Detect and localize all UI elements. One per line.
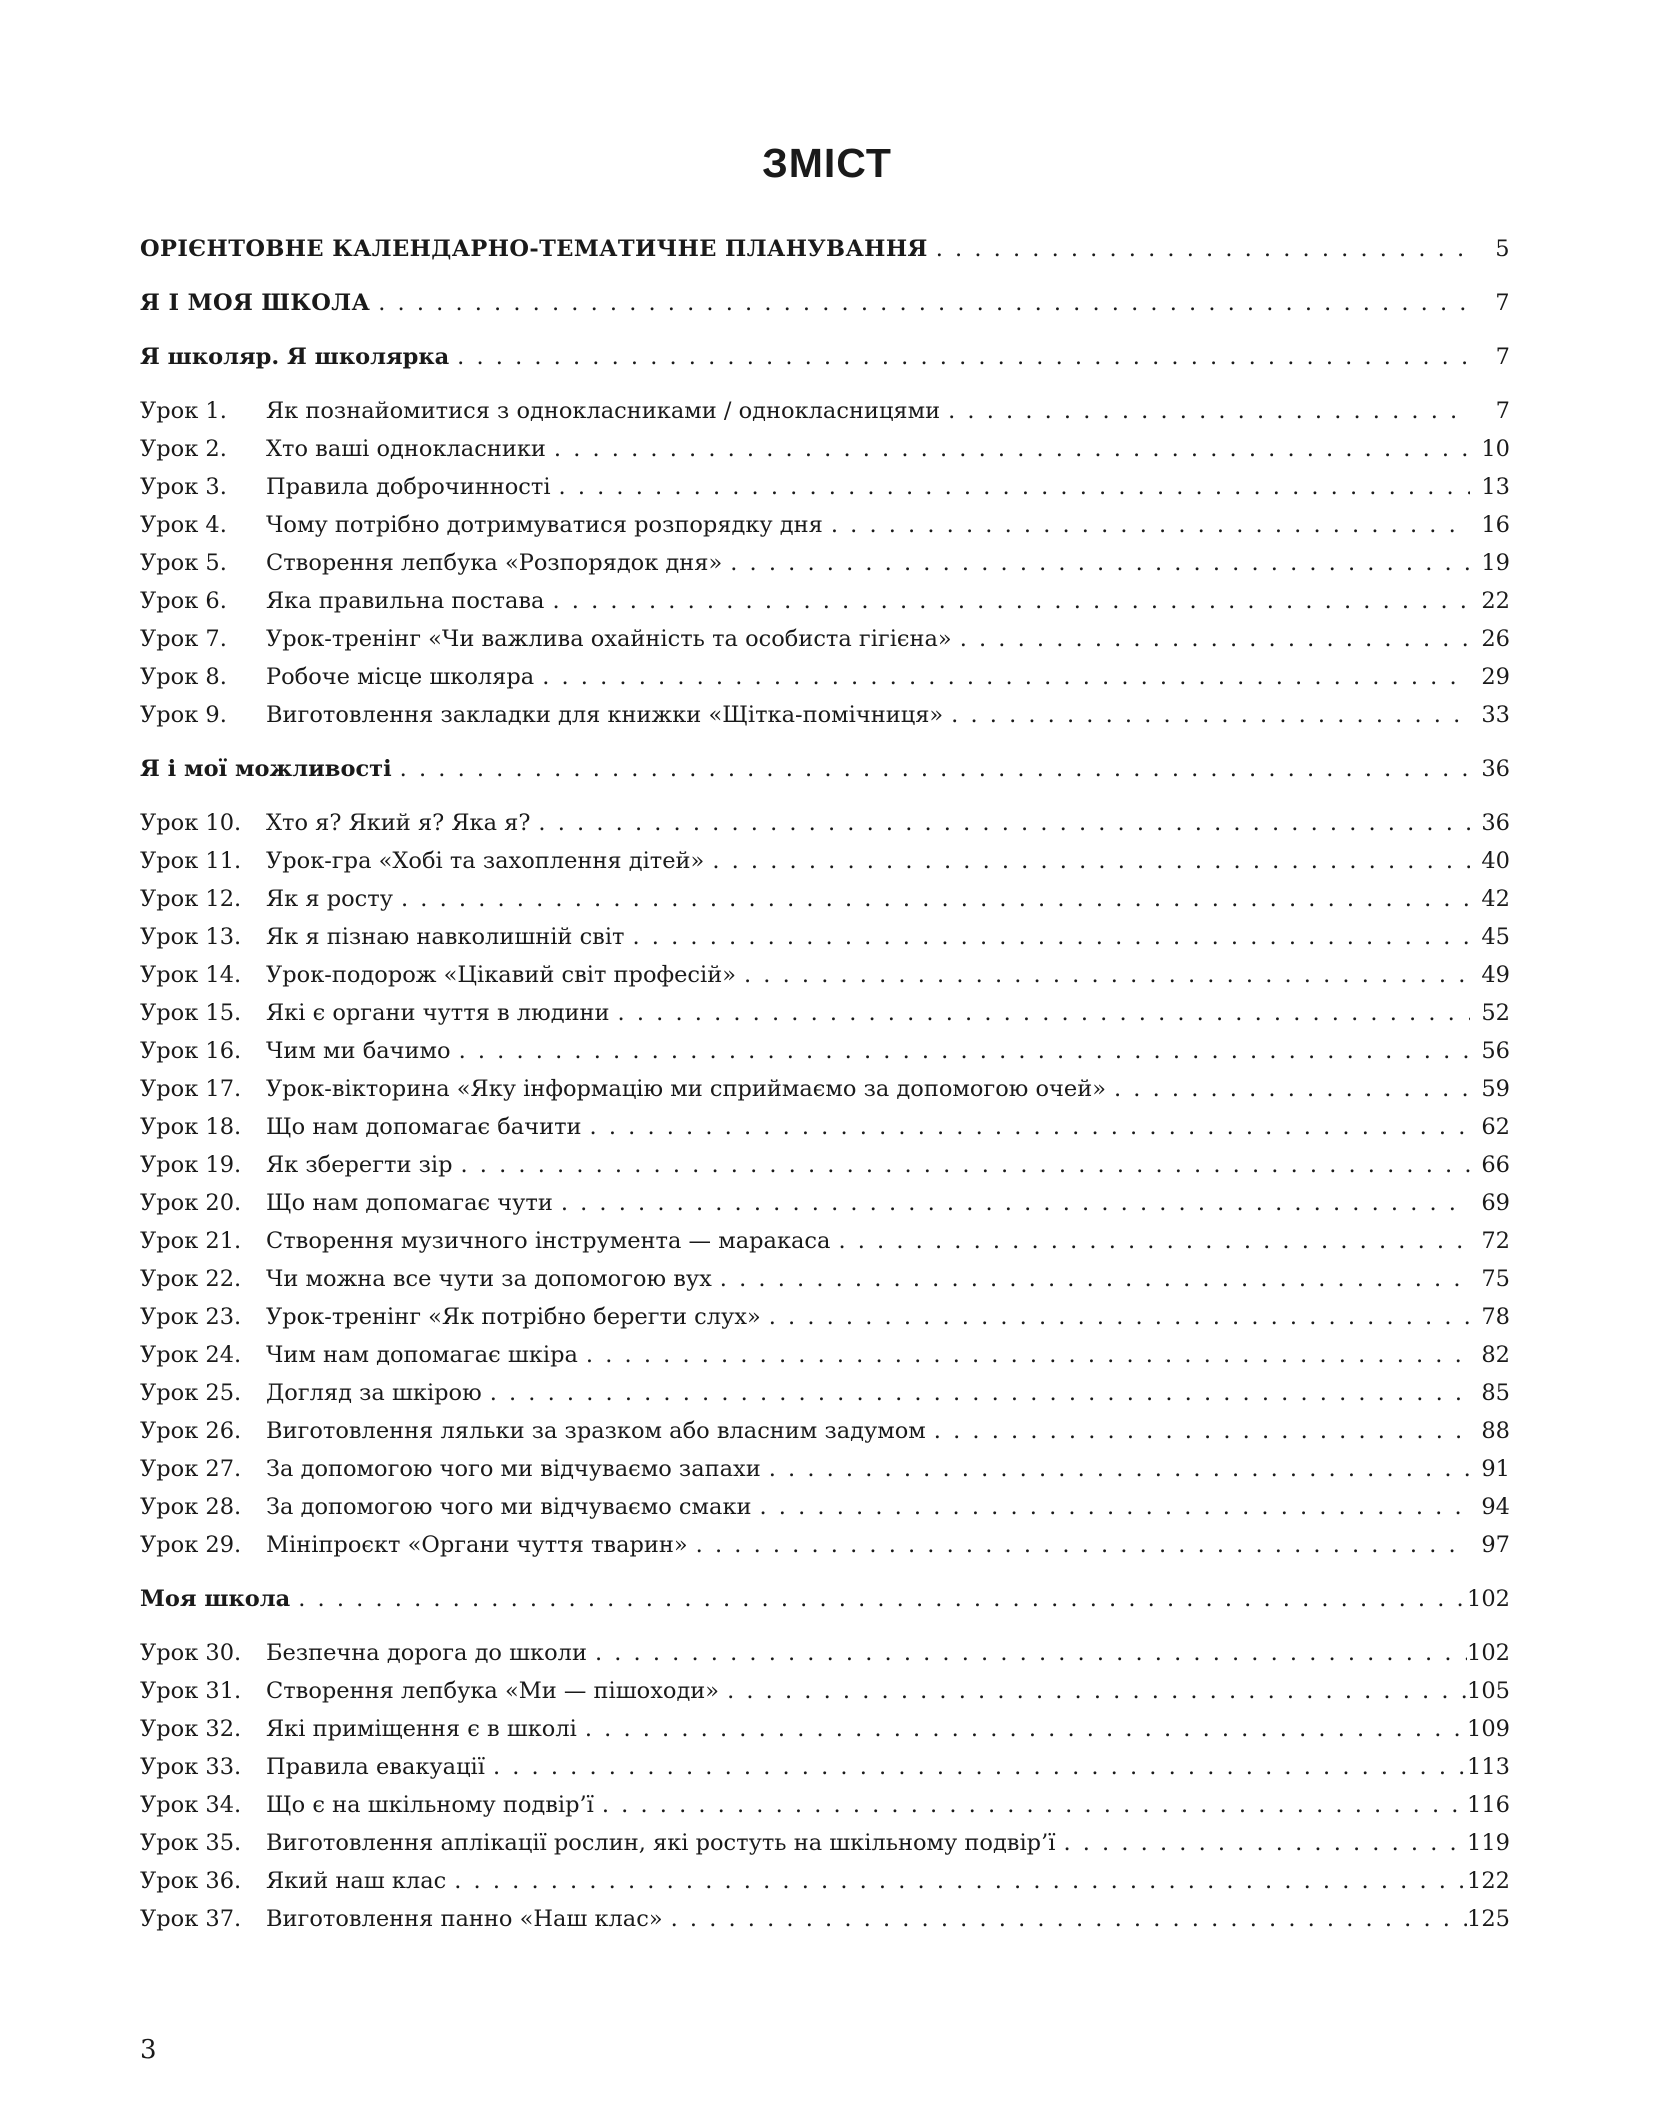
dot-leader — [940, 392, 1470, 430]
entry-page-number: 109 — [1467, 1716, 1510, 1742]
toc-lesson-entry[interactable] — [140, 1786, 1510, 1824]
entry-page-number: 62 — [1481, 1114, 1510, 1140]
toc-lesson-entry[interactable] — [140, 1710, 1510, 1748]
entry-title: Мініпроєкт «Органи чуття тварин» — [266, 1532, 688, 1558]
entry-page-number: 7 — [1495, 290, 1510, 316]
entry-page-number: 105 — [1467, 1678, 1510, 1704]
entry-title: ОРІЄНТОВНЕ КАЛЕНДАРНО-ТЕМАТИЧНЕ ПЛАНУВАННЯ — [140, 236, 928, 262]
entry-title: Я і мої можливості — [140, 756, 392, 782]
entry-page-number: 125 — [1467, 1906, 1510, 1932]
dot-leader — [553, 1184, 1470, 1222]
entry-page-number: 69 — [1481, 1190, 1510, 1216]
lesson-number: Урок 24. — [140, 1342, 242, 1368]
entry-title: Правила евакуації — [266, 1754, 485, 1780]
lesson-number: Урок 18. — [140, 1114, 242, 1140]
entry-page-number: 113 — [1467, 1754, 1510, 1780]
dot-leader — [449, 338, 1470, 376]
lesson-number: Урок 4. — [140, 512, 227, 538]
dot-leader — [587, 1634, 1467, 1672]
dot-leader — [544, 582, 1470, 620]
lesson-number: Урок 17. — [140, 1076, 242, 1102]
dot-leader — [926, 1412, 1470, 1450]
entry-page-number: 59 — [1481, 1076, 1510, 1102]
entry-title: Який наш клас — [266, 1868, 447, 1894]
dot-leader — [534, 658, 1470, 696]
entry-page-number: 78 — [1481, 1304, 1510, 1330]
entry-title: Створення музичного інструмента — маракаса — [266, 1228, 831, 1254]
toc-lesson-entry[interactable] — [140, 1222, 1510, 1260]
entry-title: Виготовлення закладки для книжки «Щітка-помічниця» — [266, 702, 944, 728]
lesson-number: Урок 35. — [140, 1830, 242, 1856]
toc-lesson-entry[interactable] — [140, 1412, 1510, 1450]
entry-title: Як я пізнаю навколишній світ — [266, 924, 625, 950]
toc-subsection-entry[interactable] — [140, 338, 1510, 376]
toc-lesson-entry[interactable] — [140, 1260, 1510, 1298]
lesson-number: Урок 3. — [140, 474, 227, 500]
toc-lesson-entry[interactable] — [140, 696, 1510, 734]
dot-leader — [578, 1336, 1470, 1374]
lesson-number: Урок 34. — [140, 1792, 242, 1818]
dot-leader — [823, 506, 1470, 544]
toc-section-entry[interactable] — [140, 230, 1510, 268]
toc-lesson-entry[interactable] — [140, 1748, 1510, 1786]
toc-lesson-entry[interactable] — [140, 506, 1510, 544]
entry-title: Моя школа — [140, 1586, 291, 1612]
toc-section-entry[interactable] — [140, 284, 1510, 322]
toc-lesson-entry[interactable] — [140, 430, 1510, 468]
entry-page-number: 66 — [1481, 1152, 1510, 1178]
lesson-number: Урок 25. — [140, 1380, 242, 1406]
dot-leader — [1106, 1070, 1470, 1108]
dot-leader — [761, 1298, 1470, 1336]
entry-title: Що нам допомагає бачити — [266, 1114, 582, 1140]
entry-page-number: 33 — [1481, 702, 1510, 728]
lesson-number: Урок 5. — [140, 550, 227, 576]
toc-subsection-entry[interactable] — [140, 1580, 1510, 1618]
toc-lesson-entry[interactable] — [140, 392, 1510, 430]
lesson-number: Урок 23. — [140, 1304, 242, 1330]
entry-title: Створення лепбука «Розпорядок дня» — [266, 550, 723, 576]
entry-page-number: 36 — [1481, 810, 1510, 836]
lesson-number: Урок 10. — [140, 810, 242, 836]
dot-leader — [663, 1900, 1467, 1938]
entry-page-number: 97 — [1481, 1532, 1510, 1558]
entry-title: Що є на шкільному подвір’ї — [266, 1792, 594, 1818]
entry-page-number: 91 — [1481, 1456, 1510, 1482]
dot-leader — [719, 1672, 1467, 1710]
lesson-number: Урок 19. — [140, 1152, 242, 1178]
entry-page-number: 94 — [1481, 1494, 1510, 1520]
toc-lesson-entry[interactable] — [140, 1824, 1510, 1862]
entry-page-number: 19 — [1481, 550, 1510, 576]
toc-lesson-entry[interactable] — [140, 1862, 1510, 1900]
entry-page-number: 102 — [1467, 1586, 1510, 1612]
toc-lesson-entry[interactable] — [140, 658, 1510, 696]
entry-title: Чи можна все чути за допомогою вух — [266, 1266, 712, 1292]
dot-leader — [1055, 1824, 1467, 1862]
lesson-number: Урок 11. — [140, 848, 242, 874]
toc-lesson-entry[interactable] — [140, 956, 1510, 994]
toc-lesson-entry[interactable] — [140, 1108, 1510, 1146]
entry-page-number: 22 — [1481, 588, 1510, 614]
entry-title: Я школяр. Я школярка — [140, 344, 450, 370]
dot-leader — [952, 620, 1470, 658]
toc-lesson-entry[interactable] — [140, 918, 1510, 956]
entry-title: Чим нам допомагає шкіра — [266, 1342, 578, 1368]
entry-title: Як познайомитися з однокласниками / однокласницями — [266, 398, 941, 424]
entry-page-number: 36 — [1481, 756, 1510, 782]
entry-title: Які приміщення є в школі — [266, 1716, 577, 1742]
toc-lesson-entry[interactable] — [140, 1526, 1510, 1564]
lesson-number: Урок 7. — [140, 626, 227, 652]
toc-lesson-entry[interactable] — [140, 994, 1510, 1032]
dot-leader — [482, 1374, 1470, 1412]
dot-leader — [761, 1450, 1470, 1488]
lesson-number: Урок 31. — [140, 1678, 242, 1704]
entry-page-number: 7 — [1495, 344, 1510, 370]
lesson-number: Урок 15. — [140, 1000, 242, 1026]
dot-leader — [625, 918, 1471, 956]
entry-page-number: 72 — [1481, 1228, 1510, 1254]
dot-leader — [704, 842, 1470, 880]
lesson-number: Урок 36. — [140, 1868, 242, 1894]
entry-page-number: 88 — [1481, 1418, 1510, 1444]
entry-title: Виготовлення ляльки за зразком або власним задумом — [266, 1418, 926, 1444]
lesson-number: Урок 14. — [140, 962, 242, 988]
dot-leader — [752, 1488, 1471, 1526]
entry-page-number: 122 — [1467, 1868, 1510, 1894]
dot-leader — [446, 1862, 1467, 1900]
dot-leader — [451, 1032, 1470, 1070]
entry-page-number: 49 — [1481, 962, 1510, 988]
lesson-number: Урок 1. — [140, 398, 227, 424]
entry-page-number: 26 — [1481, 626, 1510, 652]
entry-title: Догляд за шкірою — [266, 1380, 482, 1406]
dot-leader — [546, 430, 1470, 468]
entry-title: Які є органи чуття в людини — [266, 1000, 610, 1026]
entry-page-number: 116 — [1467, 1792, 1510, 1818]
lesson-number: Урок 16. — [140, 1038, 242, 1064]
toc-subsection-entry[interactable] — [140, 750, 1510, 788]
entry-page-number: 16 — [1481, 512, 1510, 538]
entry-page-number: 52 — [1481, 1000, 1510, 1026]
toc-lesson-entry[interactable] — [140, 1146, 1510, 1184]
toc-lesson-entry[interactable] — [140, 1634, 1510, 1672]
entry-title: Хто ваші однокласники — [266, 436, 546, 462]
entry-page-number: 119 — [1467, 1830, 1510, 1856]
entry-page-number: 45 — [1481, 924, 1510, 950]
lesson-number: Урок 21. — [140, 1228, 242, 1254]
entry-title: Що нам допомагає чути — [266, 1190, 553, 1216]
dot-leader — [928, 230, 1470, 268]
entry-title: Правила доброчинності — [266, 474, 551, 500]
lesson-number: Урок 8. — [140, 664, 227, 690]
lesson-number: Урок 2. — [140, 436, 227, 462]
entry-title: Як я росту — [266, 886, 393, 912]
entry-page-number: 56 — [1481, 1038, 1510, 1064]
dot-leader — [594, 1786, 1467, 1824]
page-number: 3 — [140, 2035, 157, 2065]
lesson-number: Урок 13. — [140, 924, 242, 950]
entry-page-number: 42 — [1481, 886, 1510, 912]
entry-title: За допомогою чого ми відчуваємо запахи — [266, 1456, 761, 1482]
dot-leader — [551, 468, 1470, 506]
entry-title: Урок-вікторина «Яку інформацію ми сприймаємо за допомогою очей» — [266, 1076, 1106, 1102]
toc-lesson-entry[interactable] — [140, 1374, 1510, 1412]
entry-title: Я І МОЯ ШКОЛА — [140, 290, 371, 316]
entry-title: Як зберегти зір — [266, 1152, 453, 1178]
dot-leader — [370, 284, 1470, 322]
entry-title: За допомогою чого ми відчуваємо смаки — [266, 1494, 752, 1520]
dot-leader — [582, 1108, 1470, 1146]
toc-lesson-entry[interactable] — [140, 1336, 1510, 1374]
lesson-number: Урок 26. — [140, 1418, 242, 1444]
entry-title: Яка правильна постава — [266, 588, 545, 614]
entry-title: Хто я? Який я? Яка я? — [266, 810, 531, 836]
entry-title: Створення лепбука «Ми — пішоходи» — [266, 1678, 720, 1704]
toc-lesson-entry[interactable] — [140, 1450, 1510, 1488]
entry-title: Робоче місце школяра — [266, 664, 535, 690]
entry-page-number: 102 — [1467, 1640, 1510, 1666]
toc-lesson-entry[interactable] — [140, 620, 1510, 658]
dot-leader — [485, 1748, 1467, 1786]
entry-title: Урок-гра «Хобі та захоплення дітей» — [266, 848, 705, 874]
dot-leader — [830, 1222, 1470, 1260]
toc-lesson-entry[interactable] — [140, 1672, 1510, 1710]
entry-title: Чому потрібно дотримуватися розпорядку дня — [266, 512, 823, 538]
entry-title: Безпечна дорога до школи — [266, 1640, 587, 1666]
entry-title: Урок-тренінг «Як потрібно берегти слух» — [266, 1304, 761, 1330]
dot-leader — [530, 804, 1470, 842]
dot-leader — [722, 544, 1470, 582]
dot-leader — [453, 1146, 1471, 1184]
entry-page-number: 29 — [1481, 664, 1510, 690]
lesson-number: Урок 28. — [140, 1494, 242, 1520]
lesson-number: Урок 12. — [140, 886, 242, 912]
dot-leader — [688, 1526, 1470, 1564]
dot-leader — [712, 1260, 1470, 1298]
toc-lesson-entry[interactable] — [140, 804, 1510, 842]
toc-lesson-entry[interactable] — [140, 880, 1510, 918]
toc-lesson-entry[interactable] — [140, 582, 1510, 620]
dot-leader — [577, 1710, 1467, 1748]
lesson-number: Урок 30. — [140, 1640, 242, 1666]
toc-lesson-entry[interactable] — [140, 1184, 1510, 1222]
entry-page-number: 5 — [1495, 236, 1510, 262]
entry-title: Урок-тренінг «Чи важлива охайність та особиста гігієна» — [266, 626, 952, 652]
dot-leader — [290, 1580, 1467, 1618]
lesson-number: Урок 6. — [140, 588, 227, 614]
entry-title: Виготовлення аплікації рослин, які ростуть на шкільному подвір’ї — [266, 1830, 1056, 1856]
dot-leader — [610, 994, 1470, 1032]
dot-leader — [943, 696, 1470, 734]
dot-leader — [392, 750, 1470, 788]
entry-page-number: 40 — [1481, 848, 1510, 874]
lesson-number: Урок 32. — [140, 1716, 242, 1742]
toc-lesson-entry[interactable] — [140, 468, 1510, 506]
entry-title: Виготовлення панно «Наш клас» — [266, 1906, 663, 1932]
dot-leader — [393, 880, 1470, 918]
entry-title: Чим ми бачимо — [266, 1038, 451, 1064]
toc-lesson-entry[interactable] — [140, 1032, 1510, 1070]
entry-page-number: 85 — [1481, 1380, 1510, 1406]
entry-title: Урок-подорож «Цікавий світ професій» — [266, 962, 736, 988]
table-of-contents — [140, 230, 1510, 1938]
toc-lesson-entry[interactable] — [140, 1070, 1510, 1108]
lesson-number: Урок 29. — [140, 1532, 242, 1558]
lesson-number: Урок 33. — [140, 1754, 242, 1780]
toc-lesson-entry[interactable] — [140, 544, 1510, 582]
toc-lesson-entry[interactable] — [140, 1488, 1510, 1526]
toc-lesson-entry[interactable] — [140, 1900, 1510, 1938]
entry-page-number: 82 — [1481, 1342, 1510, 1368]
lesson-number: Урок 37. — [140, 1906, 242, 1932]
toc-lesson-entry[interactable] — [140, 1298, 1510, 1336]
dot-leader — [736, 956, 1470, 994]
lesson-number: Урок 27. — [140, 1456, 242, 1482]
lesson-number: Урок 22. — [140, 1266, 242, 1292]
lesson-number: Урок 9. — [140, 702, 227, 728]
toc-lesson-entry[interactable] — [140, 842, 1510, 880]
entry-page-number: 13 — [1481, 474, 1510, 500]
entry-page-number: 10 — [1481, 436, 1510, 462]
lesson-number: Урок 20. — [140, 1190, 242, 1216]
page-title: ЗМІСТ — [762, 140, 892, 186]
entry-page-number: 7 — [1495, 398, 1510, 424]
entry-page-number: 75 — [1481, 1266, 1510, 1292]
